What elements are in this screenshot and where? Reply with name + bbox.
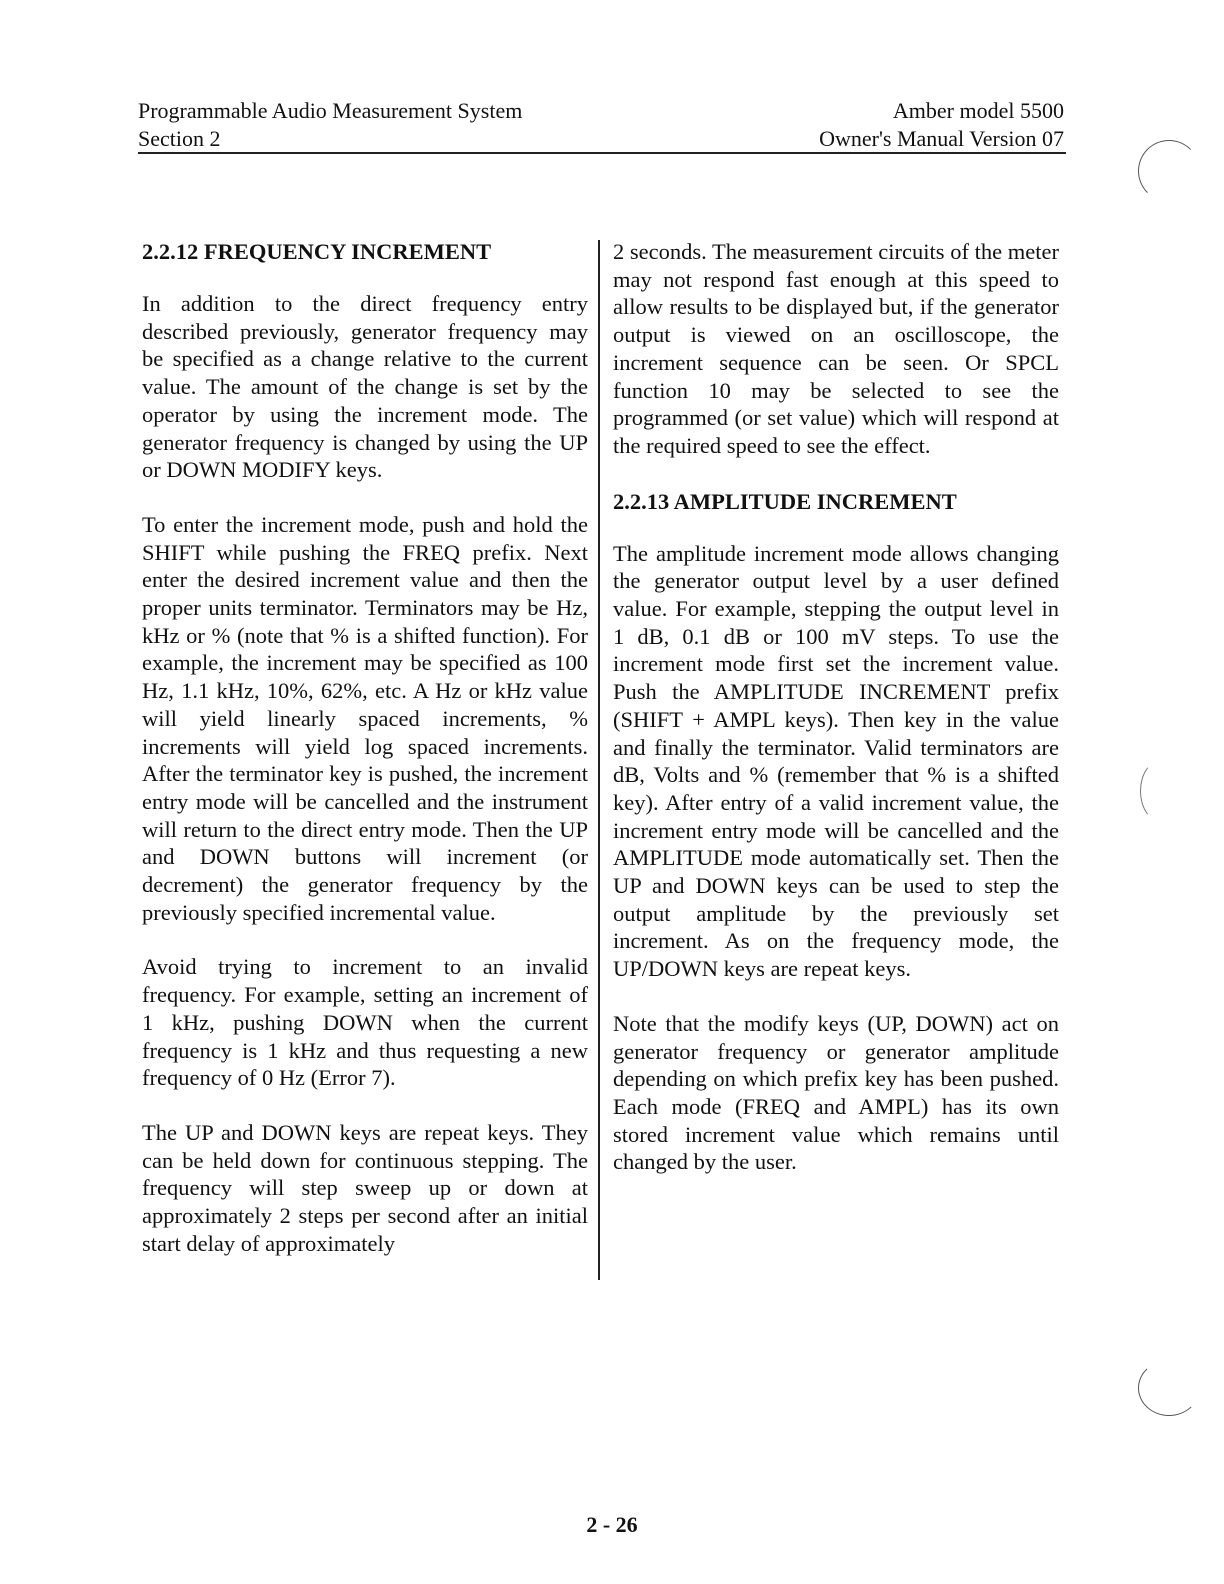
- header-left: [138, 97, 522, 153]
- section-heading-frequency-increment: 2.2.12 FREQUENCY INCREMENT: [142, 239, 492, 264]
- section-label: Section 2: [138, 126, 221, 151]
- header-rule: [138, 152, 1066, 154]
- paragraph: The UP and DOWN keys are repeat keys. They can be held down for continuous stepping. The frequency will step sweep up or down at approximately 2 steps per second after an initial start delay of approximately: [142, 1119, 588, 1256]
- binding-hole-mark: [1138, 1360, 1200, 1416]
- paragraph: In addition to the direct frequency entry described previously, generator frequency may be specified as a change relative to the current value. The amount of the change is set by the operator by using the increment mode. The generator frequency is changed by using the UP or DOWN MODIFY keys.: [142, 291, 588, 483]
- paragraph: Note that the modify keys (UP, DOWN) act on generator frequency or generator amplitude depending on which prefix key has been pushed. Each mode (FREQ and AMPL) has its own stored increment value which remains until changed by the user.: [613, 1010, 1059, 1175]
- manual-version: Owner's Manual Version 07: [819, 126, 1064, 151]
- document-title: Programmable Audio Measurement System: [138, 98, 523, 123]
- paragraph-continuation: 2 seconds. The measurement circuits of the meter may not respond fast enough at this speed to allow results to be displayed but, if the generator output is viewed on an oscilloscope, the increment sequence can be seen. Or SPCL function 10 may be selected to see the programmed (or set value) which will respond at the required speed to see the effect.: [613, 239, 1059, 458]
- right-column: [613, 238, 1059, 1203]
- page-number: 2 - 26: [586, 1512, 638, 1537]
- binding-hole-mark: [1138, 140, 1200, 202]
- binding-hole-mark: [1140, 760, 1182, 822]
- product-model: Amber model 5500: [892, 98, 1064, 123]
- left-column: [142, 238, 588, 1285]
- paragraph: To enter the increment mode, push and hold the SHIFT while pushing the FREQ prefix. Next enter the desired increment value and then the proper units terminator. Terminators may be Hz, kHz or % (note that % is a shifted function). For example, the increment may be specified as 100 Hz, 1.1 kHz, 10%, 62%, etc. A Hz or kHz value will yield linearly spaced increments, % increments will yield log spaced increments. After the terminator key is pushed, the increment entry mode will be cancelled and the instrument will return to the direct entry mode. Then the UP and DOWN buttons will increment (or decrement) the generator frequency by the previously specified incremental value.: [142, 511, 588, 925]
- paragraph: The amplitude increment mode allows changing the generator output level by a user defined value. For example, stepping the output level in 1 dB, 0.1 dB or 100 mV steps. To use the increment mode first set the increment value. Push the AMPLITUDE INCREMENT prefix (SHIFT + AMPL keys). Then key in the value and finally the terminator. Valid terminators are dB, Volts and % (remember that % is a shifted key). After entry of a valid increment value, the increment entry mode will be cancelled and the AMPLITUDE mode automatically set. Then the UP and DOWN keys can be used to step the output amplitude by the previously set increment. As on the frequency mode, the UP/DOWN keys are repeat keys.: [613, 540, 1059, 982]
- section-heading-amplitude-increment: 2.2.13 AMPLITUDE INCREMENT: [613, 488, 957, 514]
- column-divider: [598, 240, 600, 1280]
- header-right: [819, 97, 1064, 153]
- paragraph: Avoid trying to increment to an invalid frequency. For example, setting an increment of 1 kHz, pushing DOWN when the current frequency is 1 kHz and thus requesting a new frequency of 0 Hz (Error 7).: [142, 954, 588, 1091]
